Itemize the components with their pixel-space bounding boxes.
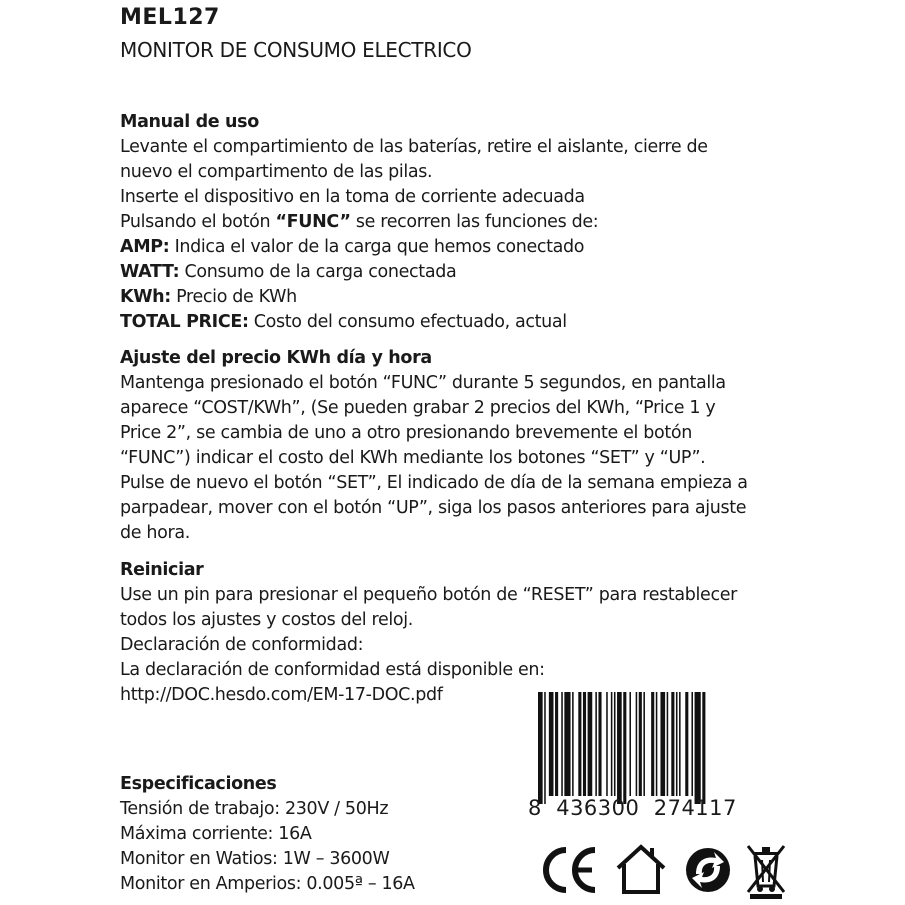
- adjust-line: Price 2”, se cambia de uno a otro presionando brevemente el botón: [120, 423, 692, 443]
- barcode-bar: [643, 692, 645, 796]
- barcode-bar: [671, 692, 674, 796]
- reset-line: todos los ajustes y costos del reloj.: [120, 610, 413, 630]
- barcode-bar: [623, 692, 626, 804]
- certification-icons: [540, 842, 790, 902]
- function-total-price: [120, 310, 820, 335]
- product-title: MONITOR DE CONSUMO ELECTRICO: [120, 38, 472, 62]
- barcode-bar: [676, 692, 678, 796]
- func-line: [120, 210, 820, 235]
- barcode-bar: [636, 692, 638, 796]
- manual-section: [120, 110, 820, 335]
- function-desc: Costo del consumo efectuado, actual: [248, 312, 567, 332]
- barcode-bar: [611, 692, 613, 796]
- func-suffix: se recorren las funciones de:: [350, 212, 599, 232]
- function-term: KWh:: [120, 287, 171, 307]
- barcode-bar: [691, 692, 693, 796]
- barcode-bar: [651, 692, 654, 796]
- barcode-bar: [595, 692, 597, 796]
- specs-heading: Especificaciones: [120, 774, 277, 794]
- adjust-section: [120, 346, 820, 546]
- conformity-label: Declaración de conformidad:: [120, 635, 364, 655]
- manual-line: Levante el compartimiento de las baterías, retire el aislante, cierre de: [120, 137, 708, 157]
- function-desc: Indica el valor de la carga que hemos conectado: [169, 237, 585, 257]
- adjust-line: “FUNC”) indicar el costo del KWh mediante los botones “SET” y “UP”.: [120, 448, 706, 468]
- barcode-bar: [588, 692, 593, 796]
- adjust-line: Pulse de nuevo el botón “SET”, El indicado de día de la semana empieza a: [120, 473, 748, 493]
- barcode-bar: [656, 692, 658, 796]
- func-word: “FUNC”: [275, 212, 351, 232]
- barcode-bar: [667, 692, 669, 796]
- barcode-bars: [528, 692, 780, 804]
- manual-line: nuevo el compartimento de las pilas.: [120, 162, 433, 182]
- weee-crossed-bin-icon: [744, 842, 788, 900]
- adjust-line: aparece “COST/KWh”, (Se pueden grabar 2 precios del KWh, “Price 1 y: [120, 398, 716, 418]
- barcode-bar: [561, 692, 563, 796]
- function-term: TOTAL PRICE:: [120, 312, 249, 332]
- function-term: AMP:: [120, 237, 170, 257]
- spec-line: Máxima corriente: 16A: [120, 824, 312, 844]
- function-term: WATT:: [120, 262, 180, 282]
- ce-mark-icon: [540, 842, 598, 898]
- recycle-icon: [682, 842, 734, 898]
- indoor-use-house-icon: [614, 842, 668, 898]
- barcode-bar: [679, 692, 681, 796]
- barcode-bar: [702, 692, 705, 804]
- barcode-digits: 8 436300 274117: [528, 796, 737, 820]
- adjust-line: Mantenga presionado el botón “FUNC” durante 5 segundos, en pantalla: [120, 373, 726, 393]
- barcode-bar: [598, 692, 601, 796]
- manual-line: Inserte el dispositivo en la toma de corriente adecuada: [120, 187, 585, 207]
- barcode-bar: [617, 692, 622, 804]
- model-number: MEL127: [120, 5, 220, 30]
- barcode-bar: [549, 692, 554, 796]
- function-kwh: [120, 285, 820, 310]
- conformity-url: http://DOC.hesdo.com/EM-17-DOC.pdf: [120, 685, 443, 705]
- barcode-bar: [639, 692, 642, 796]
- function-desc: Precio de KWh: [170, 287, 297, 307]
- ean-barcode: [528, 692, 780, 832]
- barcode-bar: [660, 692, 665, 796]
- barcode-bar: [564, 692, 570, 796]
- func-prefix: Pulsando el botón: [120, 212, 276, 232]
- barcode-bar: [555, 692, 558, 796]
- spec-line: Tensión de trabajo: 230V / 50Hz: [120, 799, 389, 819]
- barcode-bar: [538, 692, 543, 804]
- barcode-bar: [629, 692, 631, 796]
- barcode-bar: [544, 692, 546, 804]
- adjust-heading: Ajuste del precio KWh día y hora: [120, 348, 432, 368]
- spec-line: Monitor en Watios: 1W – 3600W: [120, 849, 390, 869]
- barcode-bar: [583, 692, 586, 796]
- manual-heading: Manual de uso: [120, 112, 259, 132]
- function-amp: [120, 235, 820, 260]
- reset-line: Use un pin para presionar el pequeño botón de “RESET” para restablecer: [120, 585, 738, 605]
- spec-line: Monitor en Amperios: 0.005ª – 16A: [120, 874, 415, 894]
- function-desc: Consumo de la carga conectada: [179, 262, 457, 282]
- barcode-bar: [685, 692, 688, 796]
- function-watt: [120, 260, 820, 285]
- barcode-bar: [695, 692, 701, 804]
- barcode-bar: [572, 692, 574, 796]
- reset-section: [120, 558, 820, 708]
- adjust-line: de hora.: [120, 523, 190, 543]
- reset-heading: Reiniciar: [120, 560, 204, 580]
- adjust-line: parpadear, mover con el botón “UP”, siga los pasos anteriores para ajuste: [120, 498, 747, 518]
- barcode-bar: [578, 692, 581, 796]
- conformity-line: La declaración de conformidad está disponible en:: [120, 660, 545, 680]
- barcode-bar: [614, 692, 616, 796]
- barcode-bar: [606, 692, 608, 796]
